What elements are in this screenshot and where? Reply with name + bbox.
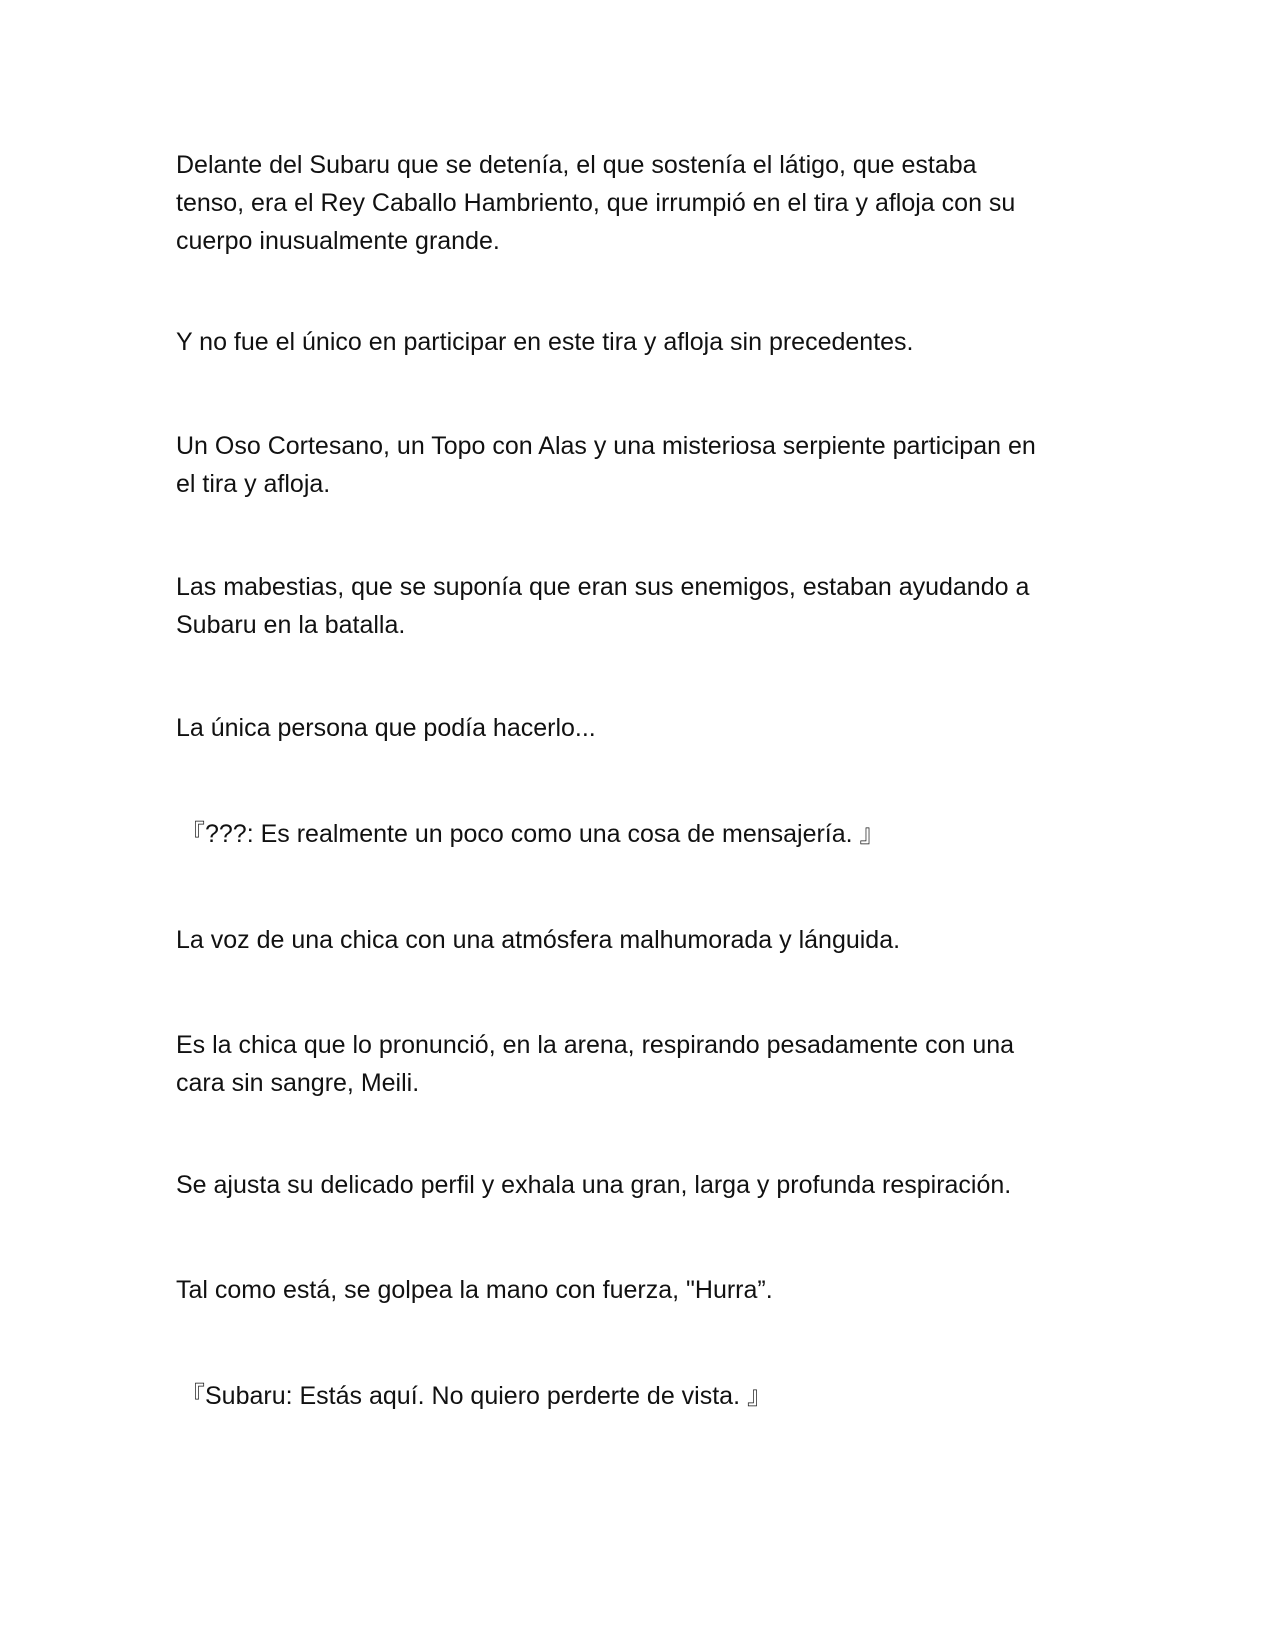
paragraph-6 xyxy=(176,921,1106,959)
text-line: Delante del Subaru que se detenía, el que sostenía el látigo, que estaba xyxy=(176,151,977,179)
text-line: Subaru en la batalla. xyxy=(176,611,406,639)
text-line: Un Oso Cortesano, un Topo con Alas y una misteriosa serpiente participan en xyxy=(176,432,1036,460)
paragraph-5 xyxy=(176,709,1106,747)
paragraph-3 xyxy=(176,427,1106,503)
text-line: Y no fue el único en participar en este tira y afloja sin precedentes. xyxy=(176,328,914,356)
text-line: La voz de una chica con una atmósfera malhumorada y lánguida. xyxy=(176,926,901,954)
text-line: el tira y afloja. xyxy=(176,470,331,498)
text-line: cuerpo inusualmente grande. xyxy=(176,227,500,255)
text-line: Es la chica que lo pronunció, en la arena, respirando pesadamente con una xyxy=(176,1031,1015,1059)
text-line: cara sin sangre, Meili. xyxy=(176,1069,420,1097)
paragraph-1 xyxy=(176,146,1106,260)
dialogue-line-1 xyxy=(180,815,1110,853)
paragraph-4 xyxy=(176,568,1106,644)
paragraph-8 xyxy=(176,1166,1106,1204)
text-line: Se ajusta su delicado perfil y exhala una gran, larga y profunda respiración. xyxy=(176,1171,1012,1199)
paragraph-9 xyxy=(176,1271,1106,1309)
text-line: tenso, era el Rey Caballo Hambriento, que irrumpió en el tira y afloja con su xyxy=(176,189,1016,217)
text-line: 『???: Es realmente un poco como una cosa de mensajería. 』 xyxy=(180,820,885,848)
dialogue-line-2 xyxy=(180,1377,1110,1415)
text-line: La única persona que podía hacerlo... xyxy=(176,714,596,742)
paragraph-2 xyxy=(176,323,1106,361)
text-line: 『Subaru: Estás aquí. No quiero perderte de vista. 』 xyxy=(180,1382,772,1410)
text-line: Tal como está, se golpea la mano con fuerza, "Hurra”. xyxy=(176,1276,773,1304)
paragraph-7 xyxy=(176,1026,1106,1102)
text-line: Las mabestias, que se suponía que eran sus enemigos, estaban ayudando a xyxy=(176,573,1030,601)
